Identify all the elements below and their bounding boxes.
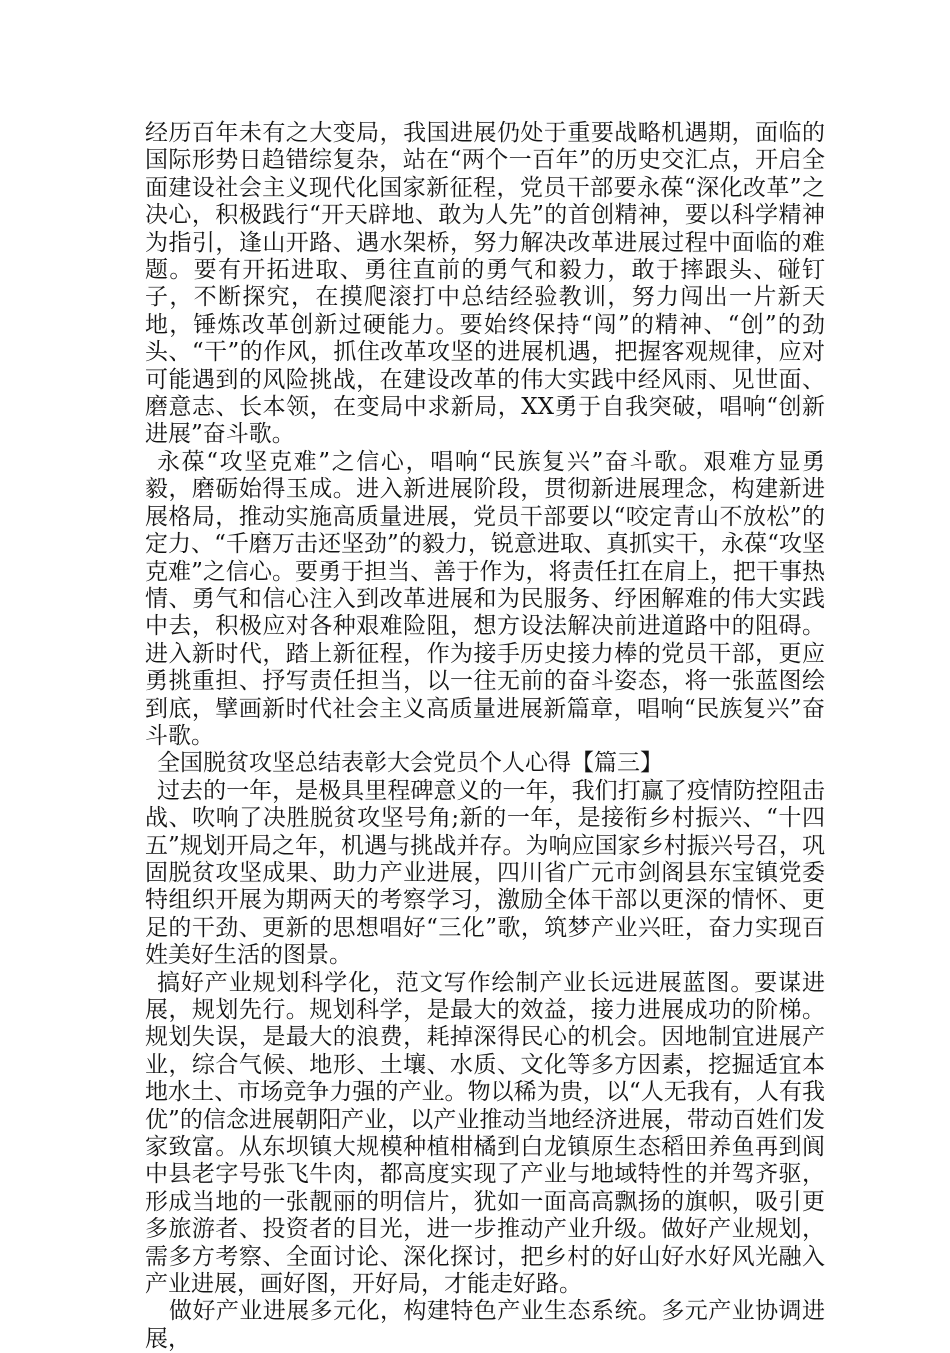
paragraph-industry-planning: 搞好产业规划科学化，范文写作绘制产业长远进展蓝图。要谋进展，规划先行。规划科学，是最大的效益，接力进展成功的阶梯。规划失误，是最大的浪费，耗掉深得民心的机会。因地制宜进展产业，综合气候、地形、土壤、水质、文化等多方因素，挖掘适宜本地水土、市场竞争力强的产业。物以稀为贵，以“人无我有，人有我优”的信念进展朝阳产业，以产业推动当地经济进展，带动百姓们发家致富。从东坝镇大规模种植柑橘到白龙镇原生态稻田养鱼再到阆中县老字号张飞牛肉，都高度实现了产业与地域特性的并驾齐驱，形成当地的一张靓丽的明信片，犹如一面高高飘扬的旗帜，吸引更多旅游者、投资者的目光，进一步推动产业升级。做好产业规划，需多方考察、全面讨论、深化探讨，把乡村的好山好水好风光融入产业进展，画好图，开好局，才能走好路。 <box>145 969 825 1298</box>
paragraph-revival: 永葆“攻坚克难”之信心，唱响“民族复兴”奋斗歌。艰难方显勇毅，磨砺始得玉成。进入新进展阶段，贯彻新进展理念，构建新进展格局，推动实施高质量进展，党员干部要以“咬定青山不放松”的定力、“千磨万击还坚劲”的毅力，锐意进取、真抓实干，永葆“攻坚克难”之信心。要勇于担当、善于作为，将责任扛在肩上，把干事热情、勇气和信心注入到改革进展和为民服务、纾困解难的伟大实践中去，积极应对各种艰难险阻，想方设法解决前进道路中的阻碍。进入新时代，踏上新征程，作为接手历史接力棒的党员干部，更应勇挑重担、抒写责任担当，以一往无前的奋斗姿态，将一张蓝图绘到底，擘画新时代社会主义高质量进展新篇章，唱响“民族复兴”奋斗歌。 <box>145 448 825 749</box>
paragraph-reform: 经历百年未有之大变局，我国进展仍处于重要战略机遇期，面临的国际形势日趋错综复杂，站在“两个一百年”的历史交汇点，开启全面建设社会主义现代化国家新征程，党员干部要永葆“深化改革”之决心，积极践行“开天辟地、敢为人先”的首创精神，要以科学精神为指引，逢山开路、遇水架桥，努力解决改革进展过程中面临的难题。要有开拓进取、勇往直前的勇气和毅力，敢于摔跟头、碰钉子，不断探究，在摸爬滚打中总结经验教训，努力闯出一片新天地，锤炼改革创新过硬能力。要始终保持“闯”的精神、“创”的劲头、“干”的作风，抓住改革攻坚的进展机遇，把握客观规律，应对可能遇到的风险挑战，在建设改革的伟大实践中经风雨、见世面、磨意志、长本领，在变局中求新局，XX勇于自我突破，唱响“创新进展”奋斗歌。 <box>145 120 825 448</box>
section-heading: 全国脱贫攻坚总结表彰大会党员个人心得【篇三】 <box>157 750 663 777</box>
document-body <box>145 120 825 1353</box>
paragraph-past-year: 过去的一年，是极具里程碑意义的一年，我们打赢了疫情防控阻击战、吹响了决胜脱贫攻坚号角;新的一年，是接衔乡村振兴、“十四五”规划开局之年，机遇与挑战并存。为响应国家乡村振兴号召，巩固脱贫攻坚成果、助力产业进展，四川省广元市剑阁县东宝镇党委特组织开展为期两天的考察学习，激励全体干部以更深的情怀、更足的干劲、更新的思想唱好“三化”歌，筑梦产业兴旺，奋力实现百姓美好生活的图景。 <box>145 777 825 969</box>
paragraph-industry-diversification: 做好产业进展多元化，构建特色产业生态系统。多元产业协调进展， <box>145 1298 825 1352</box>
